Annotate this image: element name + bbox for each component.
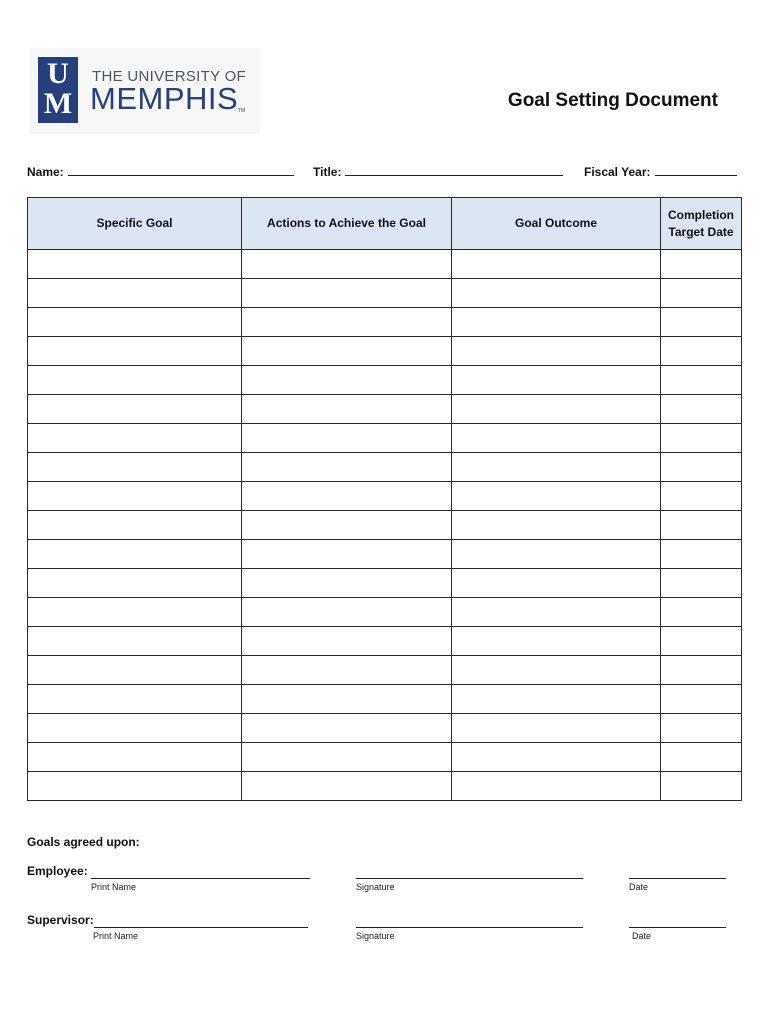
name-label: Name: — [27, 165, 64, 179]
specific-goal-cell[interactable] — [28, 308, 242, 337]
table-row — [28, 714, 742, 743]
actions-cell[interactable] — [242, 511, 452, 540]
completion-date-cell[interactable] — [661, 714, 742, 743]
completion-date-cell[interactable] — [661, 279, 742, 308]
employee-label: Employee: — [27, 864, 88, 878]
goal-outcome-cell[interactable] — [452, 453, 661, 482]
supervisor-signature-line[interactable] — [356, 926, 583, 928]
employee-print-name-line[interactable] — [91, 877, 310, 879]
table-row — [28, 656, 742, 685]
specific-goal-cell[interactable] — [28, 395, 242, 424]
specific-goal-cell[interactable] — [28, 627, 242, 656]
fiscal-year-blank-line[interactable] — [655, 163, 737, 176]
actions-cell[interactable] — [242, 395, 452, 424]
specific-goal-cell[interactable] — [28, 540, 242, 569]
employee-signature-line[interactable] — [356, 877, 583, 879]
table-row — [28, 395, 742, 424]
goal-outcome-cell[interactable] — [452, 366, 661, 395]
goal-outcome-cell[interactable] — [452, 395, 661, 424]
goal-outcome-cell[interactable] — [452, 627, 661, 656]
goal-outcome-cell[interactable] — [452, 685, 661, 714]
table-row — [28, 279, 742, 308]
specific-goal-cell[interactable] — [28, 511, 242, 540]
completion-date-cell[interactable] — [661, 772, 742, 801]
employee-date-caption: Date — [629, 882, 649, 892]
actions-cell[interactable] — [242, 279, 452, 308]
completion-date-cell[interactable] — [661, 395, 742, 424]
specific-goal-cell[interactable] — [28, 337, 242, 366]
employee-signature-caption: Signature — [356, 882, 395, 892]
supervisor-label: Supervisor: — [27, 913, 94, 927]
table-row — [28, 424, 742, 453]
supervisor-print-name-caption: Print Name — [93, 931, 139, 941]
goal-outcome-cell[interactable] — [452, 482, 661, 511]
specific-goal-cell[interactable] — [28, 598, 242, 627]
specific-goal-cell[interactable] — [28, 656, 242, 685]
actions-cell[interactable] — [242, 627, 452, 656]
goal-outcome-cell[interactable] — [452, 743, 661, 772]
employee-date-line[interactable] — [629, 877, 726, 879]
completion-date-cell[interactable] — [661, 337, 742, 366]
table-row — [28, 511, 742, 540]
university-logo — [30, 48, 260, 134]
actions-cell[interactable] — [242, 482, 452, 511]
supervisor-print-name-line[interactable] — [94, 926, 308, 928]
employee-print-name-caption: Print Name — [91, 882, 137, 892]
logo-mark-u: U — [47, 57, 69, 90]
completion-date-cell[interactable] — [661, 656, 742, 685]
fiscal-year-field — [584, 163, 737, 179]
actions-cell[interactable] — [242, 366, 452, 395]
actions-cell[interactable] — [242, 337, 452, 366]
actions-cell[interactable] — [242, 308, 452, 337]
actions-cell[interactable] — [242, 250, 452, 279]
completion-date-cell[interactable] — [661, 482, 742, 511]
goal-outcome-cell[interactable] — [452, 714, 661, 743]
specific-goal-cell[interactable] — [28, 250, 242, 279]
title-field — [313, 163, 563, 179]
completion-date-cell[interactable] — [661, 540, 742, 569]
table-row — [28, 540, 742, 569]
table-row — [28, 627, 742, 656]
completion-date-cell[interactable] — [661, 308, 742, 337]
specific-goal-cell[interactable] — [28, 279, 242, 308]
goal-outcome-cell[interactable] — [452, 308, 661, 337]
supervisor-date-caption: Date — [632, 931, 652, 941]
logo-text-line1: THE UNIVERSITY OF — [92, 68, 247, 85]
completion-date-cell[interactable] — [661, 511, 742, 540]
goal-outcome-cell[interactable] — [452, 424, 661, 453]
completion-date-cell[interactable] — [661, 743, 742, 772]
actions-cell[interactable] — [242, 424, 452, 453]
table-row — [28, 453, 742, 482]
actions-cell[interactable] — [242, 540, 452, 569]
goal-outcome-cell[interactable] — [452, 337, 661, 366]
name-field — [27, 163, 294, 179]
column-header-goal-outcome: Goal Outcome — [452, 198, 661, 250]
table-row — [28, 482, 742, 511]
goal-outcome-cell[interactable] — [452, 511, 661, 540]
goal-outcome-cell[interactable] — [452, 598, 661, 627]
completion-date-cell[interactable] — [661, 685, 742, 714]
actions-cell[interactable] — [242, 772, 452, 801]
table-body — [28, 250, 742, 801]
logo-mark-m: M — [43, 87, 73, 120]
table-row — [28, 598, 742, 627]
actions-cell[interactable] — [242, 714, 452, 743]
table-row — [28, 366, 742, 395]
title-blank-line[interactable] — [345, 163, 563, 176]
supervisor-date-line[interactable] — [629, 926, 726, 928]
specific-goal-cell[interactable] — [28, 743, 242, 772]
completion-date-cell[interactable] — [661, 424, 742, 453]
specific-goal-cell[interactable] — [28, 685, 242, 714]
actions-cell[interactable] — [242, 598, 452, 627]
completion-date-cell[interactable] — [661, 627, 742, 656]
logo-trademark: TM — [238, 108, 246, 114]
specific-goal-cell[interactable] — [28, 366, 242, 395]
table-row — [28, 308, 742, 337]
fiscal-year-label: Fiscal Year: — [584, 165, 651, 179]
goal-outcome-cell[interactable] — [452, 772, 661, 801]
specific-goal-cell[interactable] — [28, 424, 242, 453]
goals-table — [27, 197, 742, 801]
table-row — [28, 685, 742, 714]
table-row — [28, 337, 742, 366]
table-row — [28, 250, 742, 279]
completion-date-cell[interactable] — [661, 569, 742, 598]
completion-date-cell[interactable] — [661, 598, 742, 627]
specific-goal-cell[interactable] — [28, 772, 242, 801]
column-header-completion-date: Completion Target Date — [661, 198, 742, 250]
goal-outcome-cell[interactable] — [452, 250, 661, 279]
table-header-row — [28, 198, 742, 250]
goal-outcome-cell[interactable] — [452, 569, 661, 598]
goal-outcome-cell[interactable] — [452, 540, 661, 569]
completion-date-cell[interactable] — [661, 366, 742, 395]
table-row — [28, 569, 742, 598]
completion-date-cell[interactable] — [661, 453, 742, 482]
goal-outcome-cell[interactable] — [452, 279, 661, 308]
goal-outcome-cell[interactable] — [452, 656, 661, 685]
actions-cell[interactable] — [242, 569, 452, 598]
actions-cell[interactable] — [242, 685, 452, 714]
column-header-specific-goal: Specific Goal — [28, 198, 242, 250]
actions-cell[interactable] — [242, 656, 452, 685]
column-header-actions: Actions to Achieve the Goal — [242, 198, 452, 250]
supervisor-signature-caption: Signature — [356, 931, 395, 941]
actions-cell[interactable] — [242, 743, 452, 772]
logo-mark — [38, 57, 78, 123]
actions-cell[interactable] — [242, 453, 452, 482]
table-row — [28, 772, 742, 801]
table-row — [28, 743, 742, 772]
document-title: Goal Setting Document — [507, 90, 718, 111]
goals-agreed-heading: Goals agreed upon: — [27, 835, 140, 849]
specific-goal-cell[interactable] — [28, 714, 242, 743]
specific-goal-cell[interactable] — [28, 482, 242, 511]
logo-text-line2: MEMPHIS — [90, 81, 239, 116]
completion-date-cell[interactable] — [661, 250, 742, 279]
specific-goal-cell[interactable] — [28, 569, 242, 598]
specific-goal-cell[interactable] — [28, 453, 242, 482]
title-label: Title: — [313, 165, 342, 179]
name-blank-line[interactable] — [68, 163, 294, 176]
